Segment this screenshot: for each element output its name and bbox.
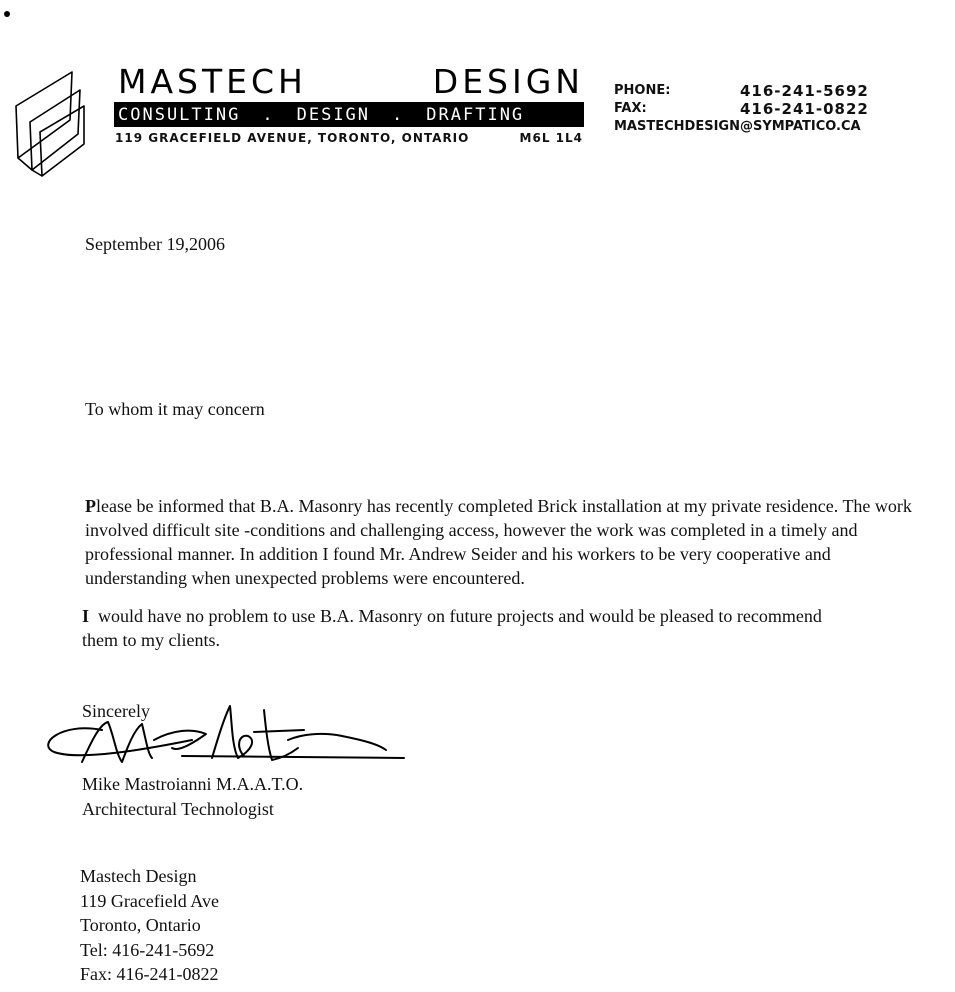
closing: Sincerely — [82, 701, 150, 721]
tagline-bar — [114, 102, 584, 127]
postal-code: M6L 1L4 — [519, 131, 583, 145]
company-name-word1: MASTECH — [118, 62, 307, 101]
tagline-consulting: CONSULTING — [118, 104, 241, 125]
contact-info — [614, 82, 934, 136]
tagline-design: DESIGN — [296, 104, 371, 125]
fax-number: 416-241-0822 — [740, 100, 869, 118]
company-block-city: Toronto, Ontario — [80, 915, 201, 935]
company-block-fax: Fax: 416-241-0822 — [80, 964, 219, 984]
letter-date: September 19,2006 — [85, 234, 225, 254]
signer-name: Mike Mastroianni M.A.A.T.O. — [82, 774, 304, 794]
signer-title: Architectural Technologist — [82, 799, 274, 819]
paragraph-text: would have no problem to use B.A. Masonry on future projects and would be pleased to recommend them to my clients. — [82, 606, 822, 650]
paragraph-initial: I — [82, 606, 90, 626]
folded-pages-icon — [14, 70, 86, 178]
phone-number: 416-241-5692 — [740, 82, 869, 100]
bullet-mark — [4, 11, 10, 17]
signer-block — [82, 772, 303, 822]
tagline-drafting: DRAFTING — [426, 104, 525, 125]
fax-label: FAX: — [614, 101, 647, 116]
company-name — [118, 62, 584, 102]
body-paragraph-2 — [82, 604, 842, 652]
paragraph-initial: P — [85, 496, 96, 516]
company-block-name: Mastech Design — [80, 866, 197, 886]
company-block-tel: Tel: 416-241-5692 — [80, 939, 215, 960]
letterhead-address — [115, 131, 583, 145]
phone-row — [614, 82, 934, 100]
body-paragraph-1 — [85, 494, 925, 590]
company-block-street: 119 Gracefield Ave — [80, 890, 219, 911]
company-name-word2: DESIGN — [432, 62, 584, 101]
paragraph-text: lease be informed that B.A. Masonry has recently completed Brick installation at my private residence. The work involved difficult site -conditions and challenging access, however the work was completed in a timely and professional manner. In addition I found Mr. Andrew Seider and his workers to be very cooperative and understanding when unexpected problems were encountered. — [85, 496, 912, 588]
salutation: To whom it may concern — [85, 399, 265, 419]
phone-label: PHONE: — [614, 83, 671, 98]
company-address-block — [80, 864, 219, 987]
handwritten-signature — [42, 700, 412, 772]
tagline-separator: . — [262, 104, 275, 125]
email-address: MASTECHDESIGN@SYMPATICO.CA — [614, 119, 861, 134]
fax-row — [614, 100, 934, 118]
street-address: 119 GRACEFIELD AVENUE, TORONTO, ONTARIO — [115, 131, 470, 145]
tagline-separator: . — [392, 104, 405, 125]
